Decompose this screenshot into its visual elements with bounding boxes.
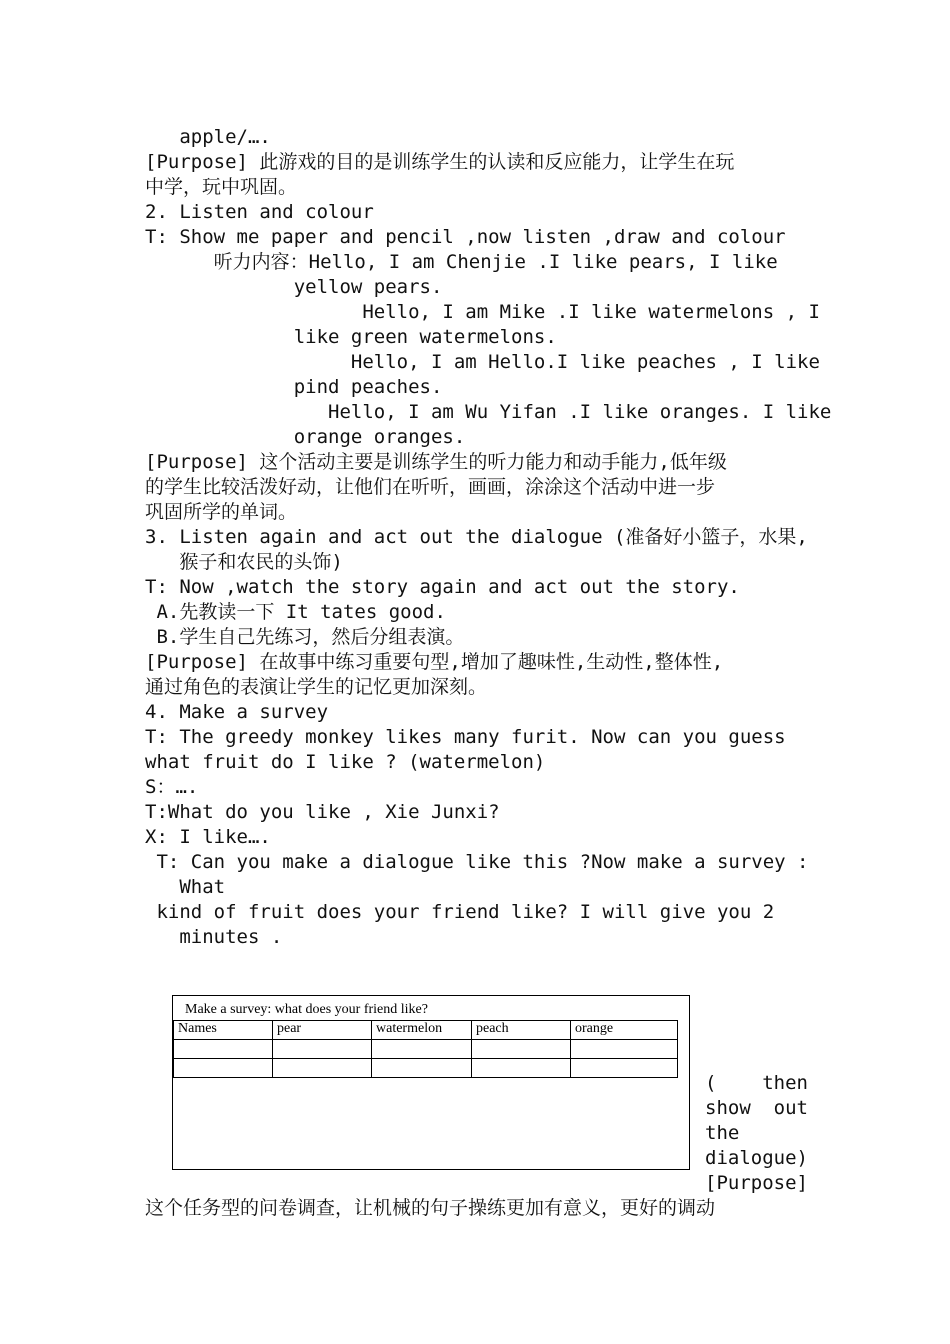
section-heading: 2. Listen and colour [145,201,374,223]
table-cell[interactable] [174,1040,273,1059]
text-line: T: Now ,watch the story again and act out the story. [145,576,740,598]
text-line: What [145,876,226,898]
text-line: Hello, I am Mike .I like watermelons , I [145,301,820,323]
text-line: A.先教读一下 It tates good. [145,601,446,623]
text-line: minutes . [145,926,283,948]
table-header-row [174,1021,678,1040]
column-header: orange [571,1021,678,1040]
text-line: [Purpose] 此游戏的目的是训练学生的认读和反应能力，让学生在玩 [145,151,735,173]
side-text-line: [Purpose] [705,1172,808,1194]
table-cell[interactable] [273,1059,372,1078]
text-line: orange oranges. [145,426,466,448]
text-line: yellow pears. [145,276,443,298]
text-line: what fruit do I like ? (watermelon) [145,751,546,773]
column-header: peach [472,1021,571,1040]
text-line: 的学生比较活泼好动，让他们在听听，画画，涂涂这个活动中进一步 [145,476,716,498]
section-heading: 4. Make a survey [145,701,329,723]
text-line: like green watermelons. [145,326,557,348]
survey-form [172,995,690,1170]
text-line: 通过角色的表演让学生的记忆更加深刻。 [145,676,488,698]
table-cell[interactable] [571,1040,678,1059]
text-line: pind peaches. [145,376,443,398]
text-line: X: I like…. [145,826,271,848]
survey-table [173,1020,678,1078]
table-cell[interactable] [273,1040,372,1059]
text-line: T: Show me paper and pencil ,now listen ,draw and colour [145,226,786,248]
table-row [174,1059,678,1078]
text-line: 中学，玩中巩固。 [145,176,298,198]
table-row [174,1040,678,1059]
column-header: Names [174,1021,273,1040]
side-text-line: the [705,1122,740,1144]
column-header: watermelon [372,1021,472,1040]
text-line: [Purpose] 在故事中练习重要句型,增加了趣味性,生动性,整体性, [145,651,724,673]
text-line: T: Can you make a dialogue like this ?Now make a survey : [145,851,809,873]
text-line: Hello, I am Wu Yifan .I like oranges. I like [145,401,832,423]
side-text-line: ( then [705,1072,808,1094]
text-line: 这个任务型的问卷调查，让机械的句子操练更加有意义，更好的调动 [145,1197,716,1219]
text-line: S：…. [145,776,199,798]
text-line: Hello, I am Hello.I like peaches , I like [145,351,820,373]
section-heading: 3. Listen again and act out the dialogue (准备好小篮子，水果, [145,526,808,548]
side-text-line: dialogue) [705,1147,808,1169]
text-line: kind of fruit does your friend like? I will give you 2 [145,901,775,923]
table-cell[interactable] [472,1040,571,1059]
text-line: 巩固所学的单词。 [145,501,298,523]
table-cell[interactable] [472,1059,571,1078]
text-line: 听力内容：Hello, I am Chenjie .I like pears, I like [145,251,778,273]
text-line: [Purpose] 这个活动主要是训练学生的听力能力和动手能力,低年级 [145,451,727,473]
survey-title: Make a survey: what does your friend like? [185,1002,428,1017]
text-line: B.学生自己先练习，然后分组表演。 [145,626,465,648]
text-line: T: The greedy monkey likes many furit. Now can you guess [145,726,786,748]
table-cell[interactable] [174,1059,273,1078]
side-text-line: show out [705,1097,808,1119]
text-line: 猴子和农民的头饰) [145,551,343,573]
column-header: pear [273,1021,372,1040]
table-cell[interactable] [372,1040,472,1059]
text-line: apple/…. [145,126,271,148]
table-cell[interactable] [571,1059,678,1078]
table-cell[interactable] [372,1059,472,1078]
text-line: T:What do you like , Xie Junxi? [145,801,500,823]
